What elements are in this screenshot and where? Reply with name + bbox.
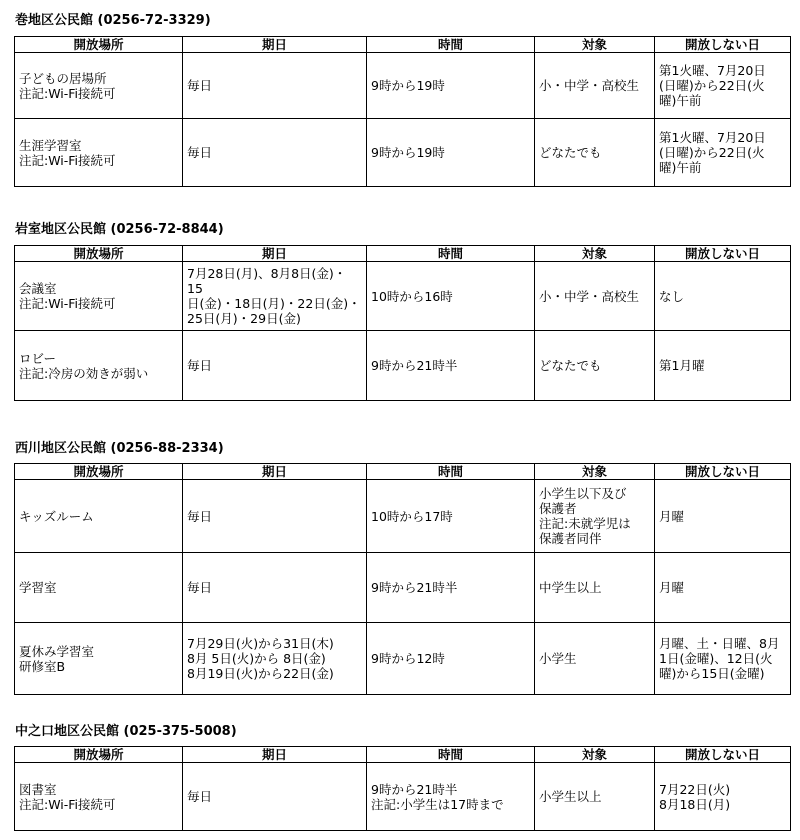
header-place: 開放場所: [15, 747, 183, 763]
cell-date: 毎日: [183, 480, 367, 553]
table-header-row: [15, 747, 791, 763]
cell-date: 7月29日(火)から31日(木) 8月 5日(火)から 8日(金) 8月19日(火)から22日(金): [183, 623, 367, 695]
cell-time: 9時から21時半: [367, 331, 535, 401]
cell-target: 小・中学・高校生: [535, 53, 655, 119]
cell-place: 夏休み学習室 研修室B: [15, 623, 183, 695]
cell-time: 10時から16時: [367, 262, 535, 331]
header-time: 時間: [367, 246, 535, 262]
header-date: 期日: [183, 246, 367, 262]
section-title-maki: 巻地区公民館 (0256-72-3329): [15, 13, 211, 28]
header-closed: 開放しない日: [655, 246, 791, 262]
cell-closed: 月曜: [655, 480, 791, 553]
cell-target: 中学生以上: [535, 553, 655, 623]
cell-closed: 第1月曜: [655, 331, 791, 401]
header-closed: 開放しない日: [655, 464, 791, 480]
header-date: 期日: [183, 464, 367, 480]
cell-target: 小学生以下及び 保護者 注記:未就学児は 保護者同伴: [535, 480, 655, 553]
table-header-row: [15, 246, 791, 262]
cell-time: 9時から19時: [367, 119, 535, 187]
cell-place: 生涯学習室 注記:Wi-Fi接続可: [15, 119, 183, 187]
table-row: [15, 553, 791, 623]
cell-place: 子どもの居場所 注記:Wi-Fi接続可: [15, 53, 183, 119]
cell-place: 学習室: [15, 553, 183, 623]
header-place: 開放場所: [15, 246, 183, 262]
table-header-row: [15, 37, 791, 53]
cell-time: 9時から21時半 注記:小学生は17時まで: [367, 763, 535, 831]
cell-time: 9時から12時: [367, 623, 535, 695]
header-date: 期日: [183, 37, 367, 53]
cell-closed: 第1火曜、7月20日 (日曜)から22日(火 曜)午前: [655, 119, 791, 187]
header-closed: 開放しない日: [655, 37, 791, 53]
cell-date: 毎日: [183, 119, 367, 187]
cell-closed: 月曜: [655, 553, 791, 623]
header-place: 開放場所: [15, 464, 183, 480]
table-header-row: [15, 464, 791, 480]
cell-closed: 7月22日(火) 8月18日(月): [655, 763, 791, 831]
section-title-iwamuro: 岩室地区公民館 (0256-72-8844): [15, 222, 224, 237]
table-row: [15, 53, 791, 119]
cell-place: 会議室 注記:Wi-Fi接続可: [15, 262, 183, 331]
table-row: [15, 119, 791, 187]
table-row: [15, 623, 791, 695]
cell-date: 毎日: [183, 331, 367, 401]
header-closed: 開放しない日: [655, 747, 791, 763]
cell-time: 9時から19時: [367, 53, 535, 119]
header-time: 時間: [367, 464, 535, 480]
cell-target: どなたでも: [535, 119, 655, 187]
cell-target: どなたでも: [535, 331, 655, 401]
cell-place: ロビー 注記:冷房の効きが弱い: [15, 331, 183, 401]
cell-place: 図書室 注記:Wi-Fi接続可: [15, 763, 183, 831]
section-title-nakanokuchi: 中之口地区公民館 (025-375-5008): [15, 724, 237, 739]
cell-date: 毎日: [183, 53, 367, 119]
cell-closed: なし: [655, 262, 791, 331]
cell-closed: 月曜、土・日曜、8月 1日(金曜)、12日(火 曜)から15日(金曜): [655, 623, 791, 695]
table-nakanokuchi: [14, 746, 791, 831]
cell-place: キッズルーム: [15, 480, 183, 553]
cell-date: 7月28日(月)、8月8日(金)・15 日(金)・18日(月)・22日(金)・ 25日(月)・29日(金): [183, 262, 367, 331]
table-row: [15, 331, 791, 401]
header-date: 期日: [183, 747, 367, 763]
header-target: 対象: [535, 37, 655, 53]
cell-target: 小学生: [535, 623, 655, 695]
header-time: 時間: [367, 747, 535, 763]
header-target: 対象: [535, 747, 655, 763]
table-row: [15, 262, 791, 331]
cell-time: 9時から21時半: [367, 553, 535, 623]
cell-time: 10時から17時: [367, 480, 535, 553]
table-nishikawa: [14, 463, 791, 695]
cell-date: 毎日: [183, 553, 367, 623]
header-time: 時間: [367, 37, 535, 53]
table-row: [15, 763, 791, 831]
cell-date: 毎日: [183, 763, 367, 831]
section-title-nishikawa: 西川地区公民館 (0256-88-2334): [15, 441, 224, 456]
cell-target: 小・中学・高校生: [535, 262, 655, 331]
header-target: 対象: [535, 246, 655, 262]
table-maki: [14, 36, 791, 187]
header-target: 対象: [535, 464, 655, 480]
cell-target: 小学生以上: [535, 763, 655, 831]
header-place: 開放場所: [15, 37, 183, 53]
table-iwamuro: [14, 245, 791, 401]
cell-closed: 第1火曜、7月20日 (日曜)から22日(火 曜)午前: [655, 53, 791, 119]
table-row: [15, 480, 791, 553]
